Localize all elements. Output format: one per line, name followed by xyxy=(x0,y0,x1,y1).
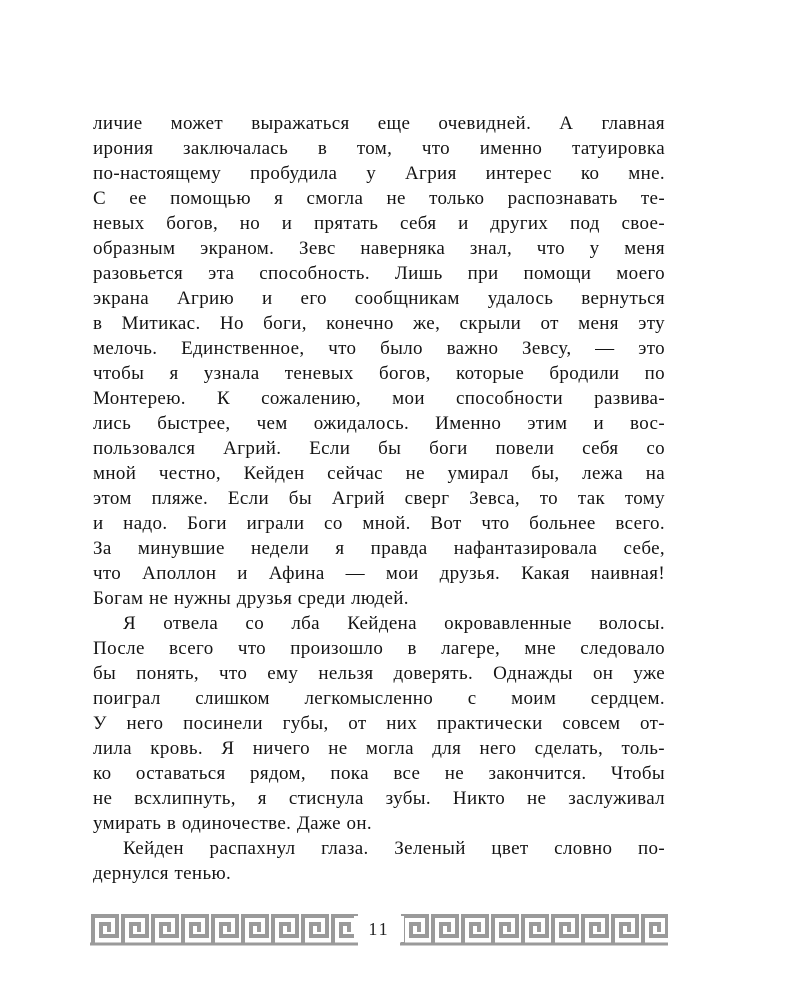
text-line: по-настоящему пробудила у Агрия интерес ко мне. xyxy=(93,163,665,184)
page-body-text xyxy=(93,111,665,886)
greek-key-meander-icon xyxy=(90,911,358,947)
text-line: ко оставаться рядом, пока все не закончится. Чтобы xyxy=(93,763,665,784)
text-line: лись быстрее, чем ожидалось. Именно этим и вос- xyxy=(93,413,665,434)
page-footer-ornament xyxy=(90,911,668,947)
text-line-paragraph-end: умирать в одиночестве. Даже он. xyxy=(93,813,372,834)
text-line-paragraph-start: Кейден распахнул глаза. Зеленый цвет словно по- xyxy=(123,838,665,859)
text-line-paragraph-end: дернулся тенью. xyxy=(93,863,232,884)
text-line: этом пляже. Если бы Агрий сверг Зевса, то так тому xyxy=(93,488,665,509)
text-line: поиграл слишком легкомысленно с моим сердцем. xyxy=(93,688,665,709)
text-line: лила кровь. Я ничего не могла для него сделать, толь- xyxy=(93,738,665,759)
text-line: бы понять, что ему нельзя доверять. Однажды он уже xyxy=(93,663,665,684)
text-line: чтобы я узнала теневых богов, которые бродили по xyxy=(93,363,665,384)
text-line-paragraph-start: Я отвела со лба Кейдена окровавленные волосы. xyxy=(123,613,665,634)
text-line: что Аполлон и Афина — мои друзья. Какая наивная! xyxy=(93,563,665,584)
page-number: 11 xyxy=(354,916,404,942)
text-line: мной честно, Кейден сейчас не умирал бы, лежа на xyxy=(93,463,665,484)
greek-key-meander-icon xyxy=(400,911,668,947)
text-line: разовьется эта способность. Лишь при помощи моего xyxy=(93,263,665,284)
text-line: не всхлипнуть, я стиснула зубы. Никто не заслуживал xyxy=(93,788,665,809)
text-line: мелочь. Единственное, что было важно Зевсу, — это xyxy=(93,338,665,359)
text-line: и надо. Боги играли со мной. Вот что больнее всего. xyxy=(93,513,665,534)
text-line: Монтерею. К сожалению, мои способности развива- xyxy=(93,388,665,409)
text-line: После всего что произошло в лагере, мне следовало xyxy=(93,638,665,659)
text-line: У него посинели губы, от них практически совсем от- xyxy=(93,713,665,734)
text-line: личие может выражаться еще очевидней. А главная xyxy=(93,113,665,134)
text-line: невых богов, но и прятать себя и других под свое- xyxy=(93,213,665,234)
text-line: С ее помощью я смогла не только распознавать те- xyxy=(93,188,665,209)
text-line: экрана Агрию и его сообщникам удалось вернуться xyxy=(93,288,665,309)
text-line-paragraph-end: Богам не нужны друзья среди людей. xyxy=(93,588,409,609)
text-line: пользовался Агрий. Если бы боги повели себя со xyxy=(93,438,665,459)
text-line: образным экраном. Зевс наверняка знал, что у меня xyxy=(93,238,665,259)
text-line: За минувшие недели я правда нафантазировала себе, xyxy=(93,538,665,559)
text-line: в Митикас. Но боги, конечно же, скрыли от меня эту xyxy=(93,313,665,334)
text-line: ирония заключалась в том, что именно татуировка xyxy=(93,138,665,159)
